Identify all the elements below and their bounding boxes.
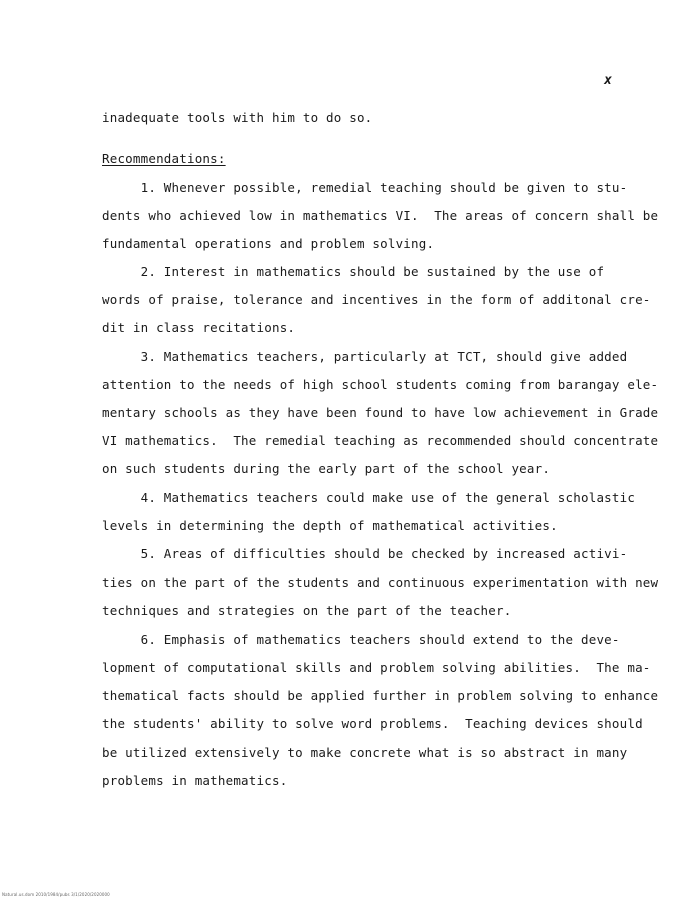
scan-footer-stamp: Natural.us.dom 2010/1984/pubs 3/1/2020/2020000 xyxy=(2,892,110,897)
text-line: 6. Emphasis of mathematics teachers should extend to the deve- xyxy=(102,632,620,647)
text-line: lopment of computational skills and problem solving abilities. The ma- xyxy=(102,660,651,675)
text-line: dents who achieved low in mathematics VI. The areas of concern shall be xyxy=(102,208,659,223)
page-number: x xyxy=(604,73,612,88)
text-line: 3. Mathematics teachers, particularly at TCT, should give added xyxy=(102,349,628,364)
text-line: inadequate tools with him to do so. xyxy=(102,110,373,125)
text-line: be utilized extensively to make concrete what is so abstract in many xyxy=(102,745,628,760)
text-line: techniques and strategies on the part of the teacher. xyxy=(102,603,512,618)
text-line: mentary schools as they have been found to have low achievement in Grade xyxy=(102,405,659,420)
text-line: fundamental operations and problem solving. xyxy=(102,236,435,251)
text-line: problems in mathematics. xyxy=(102,773,288,788)
text-line: 1. Whenever possible, remedial teaching should be given to stu- xyxy=(102,180,628,195)
text-line: VI mathematics. The remedial teaching as recommended should concentrate xyxy=(102,433,659,448)
text-line: attention to the needs of high school students coming from barangay ele- xyxy=(102,377,659,392)
text-line: 4. Mathematics teachers could make use of the general scholastic xyxy=(102,490,636,505)
text-line: the students' ability to solve word problems. Teaching devices should xyxy=(102,716,643,731)
text-line: on such students during the early part of the school year. xyxy=(102,461,551,476)
text-line: words of praise, tolerance and incentives in the form of additonal cre- xyxy=(102,292,651,307)
section-heading-recommendations: Recommendations: xyxy=(102,151,226,166)
text-line: levels in determining the depth of mathematical activities. xyxy=(102,518,558,533)
text-line: thematical facts should be applied further in problem solving to enhance xyxy=(102,688,659,703)
text-line: 5. Areas of difficulties should be checked by increased activi- xyxy=(102,546,628,561)
text-line: 2. Interest in mathematics should be sustained by the use of xyxy=(102,264,605,279)
text-line: dit in class recitations. xyxy=(102,320,296,335)
text-line: ties on the part of the students and continuous experimentation with new xyxy=(102,575,659,590)
